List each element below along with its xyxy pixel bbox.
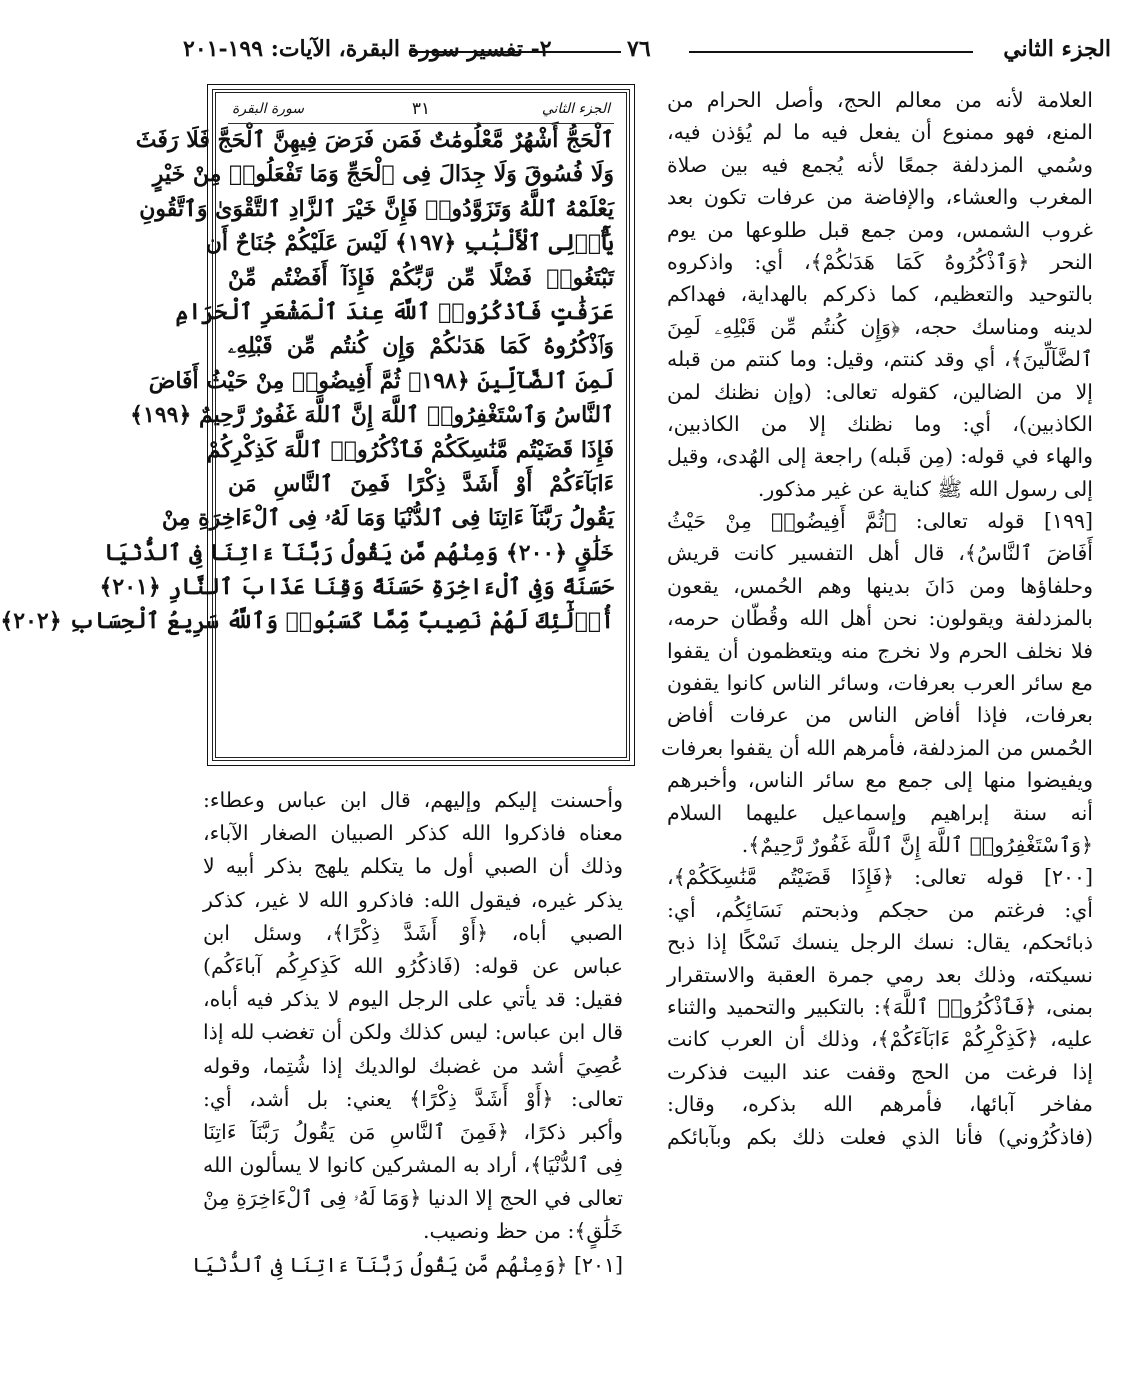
text-line: يذكر غيره، فيقول الله: فاذكرو الله لا غير، كذكر bbox=[203, 887, 623, 912]
text-line: الكاذبين)، أي: وما نظنك إلا من الكاذبين، bbox=[667, 411, 1093, 436]
quran-verse-line: يَٰٓأُو۟لِى ٱلْأَلْبَٰبِ ﴿١٩٧﴾ لَيْسَ عَلَيْكُمْ جُنَاحٌ أَن bbox=[205, 230, 614, 257]
text-line: بالتوحيد والتعظيم، كما ذكركم بالهداية، فهداكم bbox=[667, 282, 1093, 307]
quran-verse-line: أُو۟لَٰٓئِكَ لَهُمْ نَصِيبٌ مِّمَّا كَسَبُوا۟ وَٱللَّهُ سَرِيعُ ٱلْحِسَابِ ﴿٢٠٢﴾ bbox=[0, 608, 614, 635]
quran-verse-line: ٱلْحَجُّ أَشْهُرٌ مَّعْلُومَٰتٌ فَمَن فَرَضَ فِيهِنَّ ٱلْحَجَّ فَلَا رَفَثَ bbox=[135, 127, 614, 153]
quran-verse-line: خَلَٰقٍ ﴿٢٠٠﴾ وَمِنْهُم مَّن يَقُولُ رَبَّنَآ ءَاتِنَا فِى ٱلدُّنْيَا bbox=[104, 539, 614, 566]
quran-verse-line: ٱلنَّاسُ وَٱسْتَغْفِرُوا۟ ٱللَّهَ إِنَّ ٱللَّهَ غَفُورٌ رَّحِيمٌ ﴿١٩٩﴾ bbox=[130, 402, 614, 429]
commentary-left-column bbox=[192, 784, 623, 1282]
text-line: بمنى، ﴿فَٱذْكُرُوا۟ ٱللَّهَ﴾: بالتكبير والتحميد والثناء bbox=[667, 994, 1093, 1019]
quran-header-rule bbox=[228, 123, 614, 124]
part-title: الجزء الثاني bbox=[1003, 36, 1111, 62]
quran-verse-line: فَإِذَا قَضَيْتُم مَّنَٰسِكَكُمْ فَٱذْكُرُوا۟ ٱللَّهَ كَذِكْرِكُمْ bbox=[206, 436, 614, 463]
text-line: أَفَاضَ ٱلنَّاسُ﴾، قال أهل التفسير كانت قريش bbox=[667, 541, 1093, 566]
quran-page-number: ٣١ bbox=[411, 99, 431, 119]
text-line: لدينه ومناسك حجه، ﴿وَإِن كُنتُم مِّن قَبْلِهِۦ لَمِنَ bbox=[667, 314, 1093, 339]
text-line: عباس عن قوله: (فَاذكُرُو الله كَذِكرِكُم آباءَكُم) bbox=[203, 953, 623, 978]
text-line: بعرفات، فإذا أفاض الناس من عرفات أفاض bbox=[667, 703, 1093, 728]
quran-surah-label: سورة البقرة bbox=[232, 101, 305, 117]
text-line: ذبائحكم، يقال: نسك الرجل ينسك نَسْكًا إذا ذبح bbox=[667, 930, 1093, 955]
quran-verse-line: تَبْتَغُوا۟ فَضْلًا مِّن رَّبِّكُمْ فَإِذَآ أَفَضْتُم مِّنْ bbox=[228, 264, 614, 291]
text-line: إذا فرغت من الحج وقفت عند البيت فذكرت bbox=[667, 1059, 1093, 1084]
text-line: مفاخر آبائها، فأمرهم الله بذكره، وقال: bbox=[667, 1092, 1093, 1117]
quran-verse-line: لَمِنَ ٱلضَّآلِّينَ ﴿١٩٨﴾ ثُمَّ أَفِيضُوا۟ مِنْ حَيْثُ أَفَاضَ bbox=[148, 367, 614, 394]
text-line: ﴿وَٱسْتَغْفِرُوا۟ ٱللَّهَ إِنَّ ٱللَّهَ غَفُورٌ رَّحِيمٌ﴾. bbox=[741, 832, 1093, 857]
text-line: مع سائر العرب بعرفات، وسائر الناس كانوا يقفون bbox=[667, 671, 1093, 696]
text-line: [٢٠٠] قوله تعالى: ﴿فَإِذَا قَضَيْتُم مَّنَٰسِكَكُمْ﴾، bbox=[667, 865, 1093, 890]
text-line: العلامة لأنه من معالم الحج، وأصل الحرام من bbox=[667, 88, 1093, 112]
text-line: قال ابن عباس: ليس كذلك ولكن أن تغضب لله إذا bbox=[203, 1020, 623, 1045]
quran-panel bbox=[0, 84, 635, 766]
text-line: وأكبر ذكرًا، ﴿فَمِنَ ٱلنَّاسِ مَن يَقُولُ رَبَّنَآ ءَاتِنَا bbox=[203, 1119, 623, 1144]
quran-verse-line: وَٱذْكُرُوهُ كَمَا هَدَىٰكُمْ وَإِن كُنتُم مِّن قَبْلِهِۦ bbox=[228, 333, 614, 360]
text-line: وسُمي المزدلفة جمعًا لأنه يُجمع فيه بين صلاة bbox=[667, 152, 1093, 177]
text-line: المغرب والعشاء، والإفاضة من عرفات تكون بعد bbox=[667, 185, 1093, 210]
text-line: معناه فاذكروا الله كذكر الصبيان الصغار الآباء، bbox=[203, 821, 623, 846]
commentary-right-column bbox=[660, 84, 1093, 1153]
quran-juz-label: الجزء الثاني bbox=[541, 101, 610, 117]
text-line: خَلَٰقٍ﴾: من حظ ونصيب. bbox=[423, 1219, 623, 1244]
chapter-title: ٢- تفسير سورة البقرة، الآيات: ١٩٩-٢٠١ bbox=[183, 36, 552, 62]
text-line: الصبي أباه، ﴿أَوْ أَشَدَّ ذِكْرًا﴾، وسئل ابن bbox=[203, 920, 623, 945]
text-line: (فاذكُرُوني) فأنا الذي فعلت ذلك بكم وبآبائكم bbox=[667, 1124, 1093, 1149]
text-line: والهاء في قوله: (مِن قَبله) راجعة إلى الهُدى، وقيل bbox=[667, 444, 1093, 469]
text-line: نسيكته، وذلك بعد رمي جمرة العقبة والاستقرار bbox=[667, 962, 1093, 987]
text-line: فلا نخلف الحرم ولا نخرج منه ويتعظمون أن يقفوا bbox=[667, 638, 1093, 663]
text-line: فِى ٱلدُّنْيَا﴾، أراد به المشركين كانوا لا يسألون الله bbox=[203, 1153, 623, 1178]
quran-verse-line: يَقُولُ رَبَّنَآ ءَاتِنَا فِى ٱلدُّنْيَا وَمَا لَهُۥ فِى ٱلْءَاخِرَةِ مِنْ bbox=[161, 505, 614, 532]
header-rule-right bbox=[689, 51, 973, 53]
text-line: أنه سنة إبراهيم وإسماعيل عليهما السلام bbox=[667, 800, 1093, 825]
quran-verse-line: عَرَفَٰتٍ فَٱذْكُرُوا۟ ٱللَّهَ عِندَ ٱلْمَشْعَرِ ٱلْحَرَامِ bbox=[175, 298, 614, 325]
text-line: وأحسنت إليكم وإليهم، قال ابن عباس وعطاء: bbox=[203, 788, 623, 812]
text-line: ٱلضَّآلِّينَ﴾، أي وقد كنتم، وقيل: وما كنتم من قبله bbox=[667, 347, 1093, 372]
text-line: المنع، فهو ممنوع أن يفعل فيه ما لم يُؤذن فيه، bbox=[667, 120, 1093, 145]
text-line: إلى رسول الله ﷺ كناية عن غير مذكور. bbox=[757, 476, 1093, 501]
text-line: تعالى: ﴿أَوْ أَشَدَّ ذِكْرًا﴾ يعني: بل أشد، أي: bbox=[203, 1086, 623, 1111]
text-line: عليه، ﴿كَذِكْرِكُمْ ءَابَآءَكُمْ﴾، وذلك أن العرب كانت bbox=[667, 1027, 1093, 1052]
text-line: [٢٠١] ﴿وَمِنْهُم مَّن يَقُولُ رَبَّنَآ ءَاتِنَا فِى ٱلدُّنْيَا bbox=[192, 1252, 623, 1277]
text-line: إلا من الضالين، كقوله تعالى: (وإن نظنك لمن bbox=[667, 379, 1093, 404]
text-line: الحُمس من المزدلفة، فأمرهم الله أن يقفوا بعرفات bbox=[660, 735, 1093, 760]
text-line: [١٩٩] قوله تعالى: ﴿ثُمَّ أَفِيضُوا۟ مِنْ حَيْثُ bbox=[667, 509, 1093, 534]
text-line: وحلفاؤها ومن دَانَ بدينها وهم الحُمس، يقعون bbox=[667, 573, 1093, 598]
quran-verse-line: ءَابَآءَكُمْ أَوْ أَشَدَّ ذِكْرًا فَمِنَ ٱلنَّاسِ مَن bbox=[228, 470, 614, 497]
page-number: ٧٦ bbox=[627, 36, 651, 62]
text-line: فقيل: قد يأتي على الرجل اليوم لا يذكر فيه أباه، bbox=[203, 987, 623, 1012]
text-line: بالمزدلفة ويقولون: نحن أهل الله وقُطّان حرمه، bbox=[667, 606, 1093, 631]
quran-panel-header bbox=[228, 99, 614, 123]
quran-panel-frame bbox=[0, 89, 630, 761]
quran-verse-line: وَلَا فُسُوقَ وَلَا جِدَالَ فِى ٱلْحَجِّ وَمَا تَفْعَلُوا۟ مِنْ خَيْرٍ bbox=[152, 161, 614, 188]
quran-verse-line: حَسَنَةً وَفِى ٱلْءَاخِرَةِ حَسَنَةً وَقِنَا عَذَابَ ٱلنَّارِ ﴿٢٠١﴾ bbox=[99, 574, 614, 601]
text-line: النحر ﴿وَٱذْكُرُوهُ كَمَا هَدَىٰكُمْ﴾، أي: واذكروه bbox=[667, 249, 1093, 274]
text-line: أي: فرغتم من حجكم وذبحتم نَسَائِكُم، أي: bbox=[667, 897, 1093, 922]
text-line: ويفيضوا منها إلى جمع مع سائر الناس، وأخبرهم bbox=[667, 768, 1093, 793]
text-line: وذلك أن الصبي أول ما يتكلم يلهج بذكر أبيه لا bbox=[203, 854, 623, 879]
running-head bbox=[179, 36, 1117, 66]
text-line: غروب الشمس، ومن جمع قبل طلوعها من يوم bbox=[667, 217, 1093, 242]
text-line: عُصِيَ أشد من غضبك لوالديك إذا شُتِما، وقوله bbox=[203, 1053, 623, 1078]
text-line: تعالى في الحج إلا الدنيا ﴿وَمَا لَهُۥ فِى ٱلْءَاخِرَةِ مِنْ bbox=[203, 1186, 623, 1211]
quran-verse-line: يَعْلَمْهُ ٱللَّهُ وَتَزَوَّدُوا۟ فَإِنَّ خَيْرَ ٱلزَّادِ ٱلتَّقْوَىٰ وَٱتَّقُونِ bbox=[139, 195, 614, 222]
